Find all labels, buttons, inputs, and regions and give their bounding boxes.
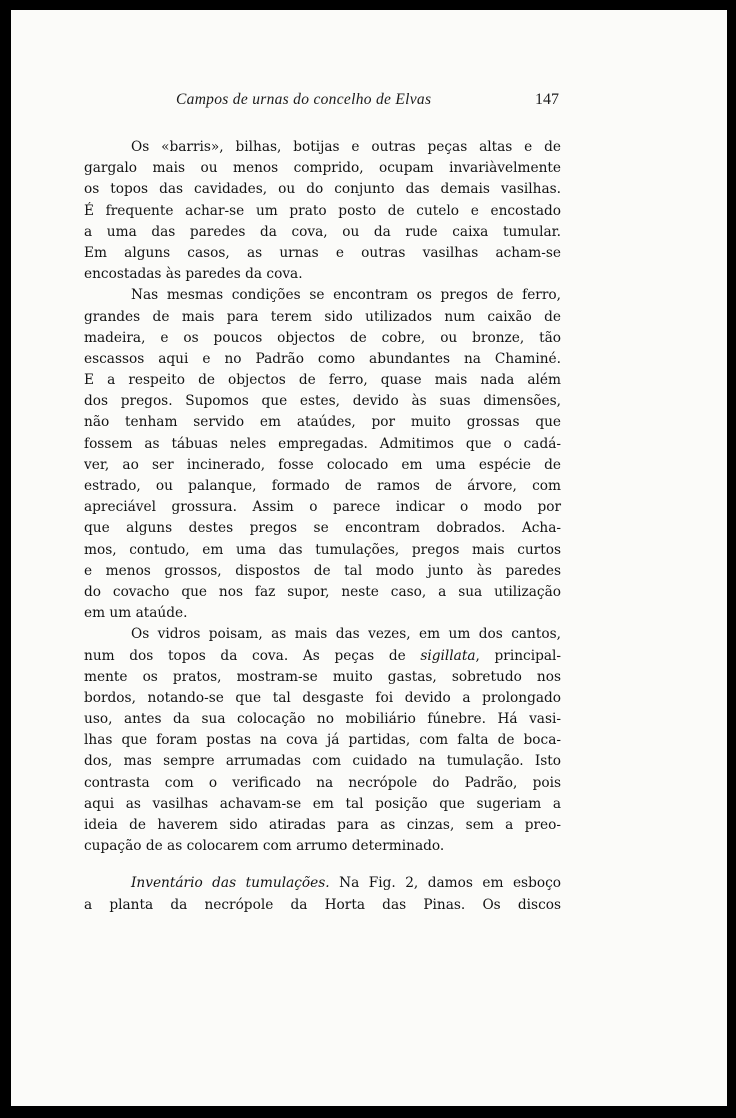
text-line: Os vidros poisam, as mais das vezes, em um dos cantos,	[131, 626, 561, 643]
text-line: apreciável grossura. Assim o parece indicar o modo por	[84, 499, 561, 516]
running-title: Campos de urnas do concelho de Elvas	[176, 91, 432, 108]
section-gap	[84, 857, 561, 873]
text-line: não tenham servido em ataúdes, por muito grossas que	[84, 414, 561, 431]
text-line: a uma das paredes da cova, ou da rude caixa tumular.	[84, 223, 561, 240]
text-line: contrasta com o verificado na necrópole do Padrão, pois	[84, 774, 561, 791]
text-line: bordos, notando-se que tal desgaste foi devido a prolongado	[84, 689, 561, 706]
page-number: 147	[535, 91, 559, 108]
text-line: É frequente achar-se um prato posto de cutelo e encostado	[84, 202, 561, 219]
text-line: a planta da necrópole da Horta das Pinas. Os discos	[84, 896, 561, 913]
book-page	[11, 10, 727, 1106]
section-heading: Inventário das tumulações.	[131, 875, 330, 892]
text-line: dos, mas sempre arrumadas com cuidado na tumulação. Isto	[84, 753, 561, 770]
text-line: que alguns destes pregos se encontram dobrados. Acha-	[84, 520, 561, 537]
paragraph-2	[84, 285, 561, 624]
text-fragment: num dos topos da cova. As peças de	[84, 647, 421, 664]
text-fragment: , principal-	[475, 647, 561, 664]
text-line: aqui as vasilhas achavam-se em tal posição que sugeriam a	[84, 795, 561, 812]
text-line: madeira, e os poucos objectos de cobre, ou bronze, tão	[84, 329, 561, 346]
text-line: cupação de as colocarem com arrumo determinado.	[84, 838, 445, 855]
text-line: encostadas às paredes da cova.	[84, 266, 303, 283]
text-line: do covacho que nos faz supor, neste caso, a sua utilização	[84, 583, 561, 600]
text-line: dos pregos. Supomos que estes, devido às suas dimensões,	[84, 393, 561, 410]
paragraph-4	[84, 873, 561, 915]
text-line: Em alguns casos, as urnas e outras vasilhas acham-se	[84, 244, 561, 261]
text-line: os topos das cavidades, ou do conjunto das demais vasilhas.	[84, 181, 561, 198]
paragraph-1	[84, 137, 561, 285]
text-line-with-italic	[84, 646, 561, 667]
text-line: mente os pratos, mostram-se muito gastas, sobretudo nos	[84, 668, 561, 685]
page-header	[11, 91, 727, 115]
text-line: escassos aqui e no Padrão como abundantes na Chaminé.	[84, 350, 561, 367]
text-line: uso, antes da sua colocação no mobiliário fúnebre. Há vasi-	[84, 711, 561, 728]
text-line: gargalo mais ou menos comprido, ocupam invariàvelmente	[84, 160, 561, 177]
text-line: lhas que foram postas na cova já partidas, com falta de boca-	[84, 732, 561, 749]
text-line: Nas mesmas condições se encontram os pregos de ferro,	[131, 287, 561, 304]
text-line: fossem as tábuas neles empregadas. Admitimos que o cadá-	[84, 435, 561, 452]
text-line: E a respeito de objectos de ferro, quase mais nada além	[84, 372, 561, 389]
text-line-with-heading	[84, 873, 561, 894]
text-line: Os «barris», bilhas, botijas e outras peças altas e de	[131, 139, 561, 155]
text-fragment: Na Fig. 2, damos em esboço	[329, 875, 561, 892]
text-line: ideia de haverem sido atiradas para as cinzas, sem a preo-	[84, 817, 561, 833]
body-text	[84, 137, 561, 916]
italic-term: sigillata	[420, 647, 476, 664]
text-line: grandes de mais para terem sido utilizados num caixão de	[84, 308, 561, 325]
text-line: mos, contudo, em uma das tumulações, pregos mais curtos	[84, 541, 561, 558]
text-line: em um ataúde.	[84, 605, 188, 622]
text-line: ver, ao ser incinerado, fosse colocado em uma espécie de	[84, 456, 561, 473]
text-line: e menos grossos, dispostos de tal modo junto às paredes	[84, 562, 561, 579]
paragraph-3	[84, 624, 561, 857]
text-line: estrado, ou palanque, formado de ramos de árvore, com	[84, 478, 561, 494]
